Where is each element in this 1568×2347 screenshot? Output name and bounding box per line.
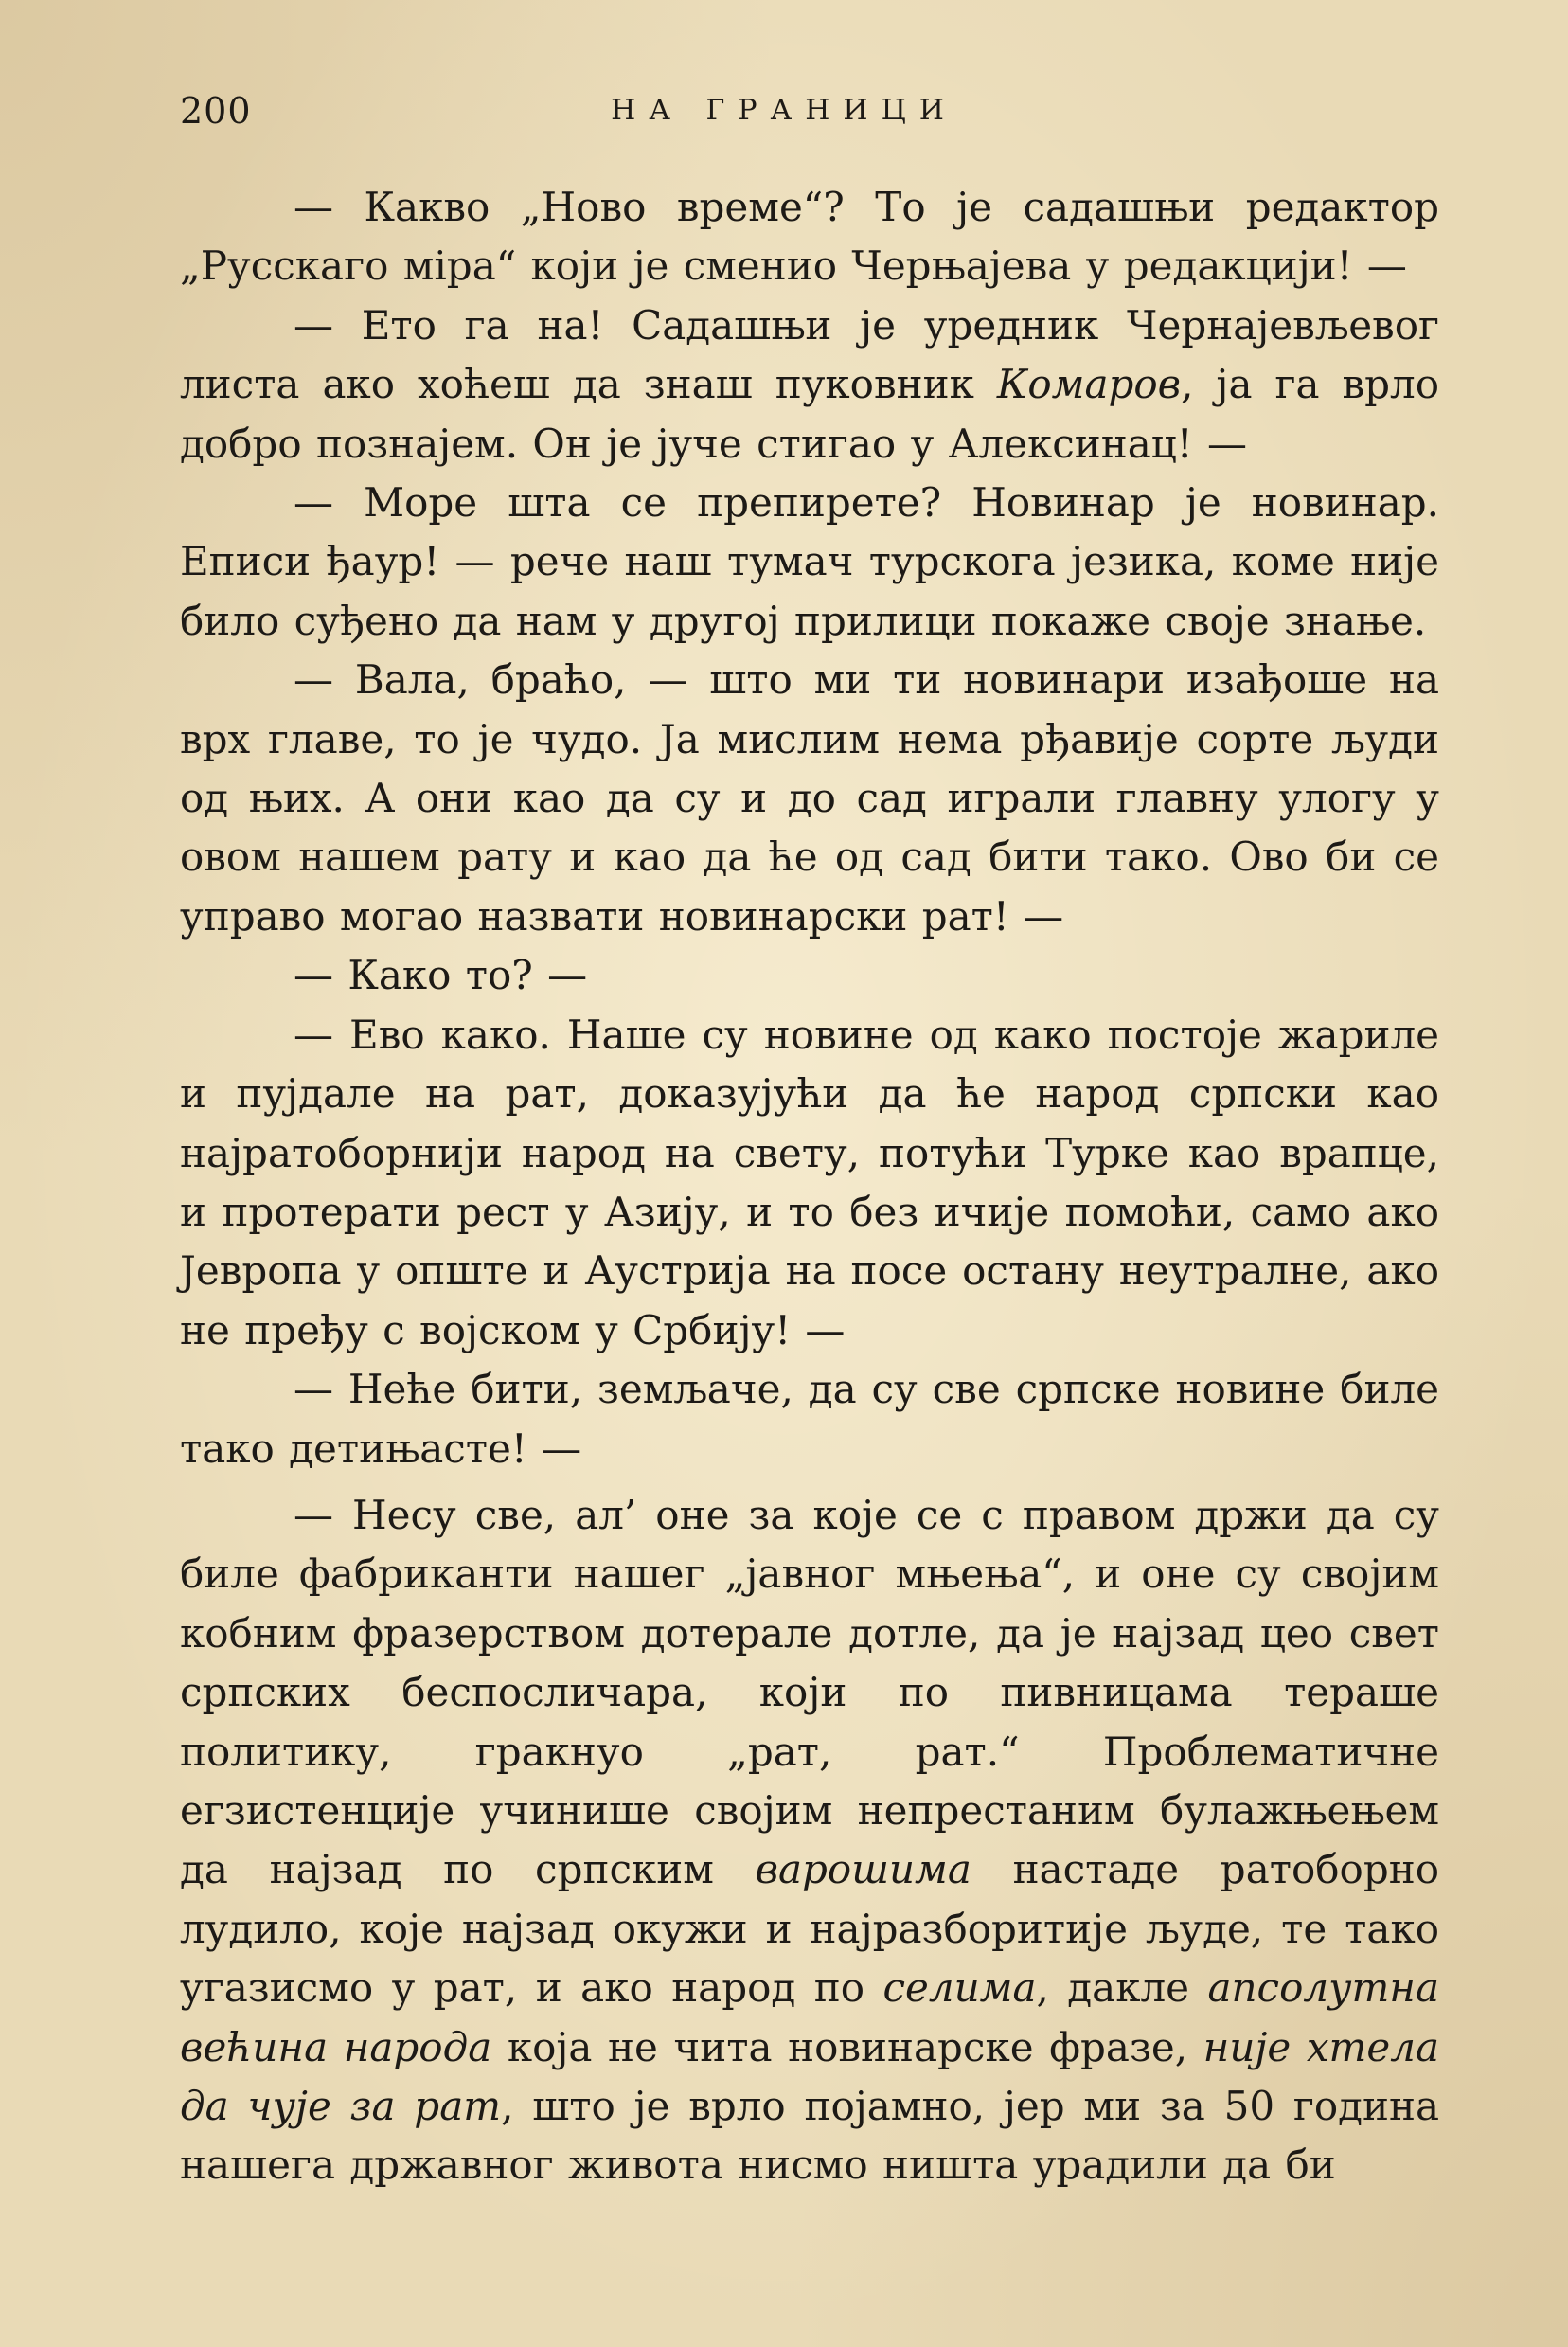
paragraph-8	[180, 1486, 1439, 2195]
paragraph-4: — Вала, браћо, — што ми ти новинари изађоше на врх главе, то је чудо. Ја мислим нема рђавије сорте људи од њих. А они као да су и до сад играли главну улогу у овом нашем рату и као да ће од сад бити тако. Ово би се управо могао назвати новинарски рат! —	[180, 656, 1439, 940]
text-run: , ја га врло добро познајем. Он је јуче стигао у Алексинац! —	[180, 361, 1439, 467]
italic-phrase: није хтела да чује за рат	[180, 2023, 1439, 2129]
text-run: настаде ратоборно лудило, које најзад окужи и најразборитије људе, те тако угазисмо у рат, и ако народ по	[180, 1846, 1439, 2012]
paragraph-6: — Ево како. Наше су новине од како постоје жариле и пујдале на рат, доказујући да ће народ српски као најратоборнији народ на свету, потући Турке као врапце, и протерати рест у Азију, и то без ичије помоћи, само ако Јевропа у опште и Аустрија на посе остану неутралне, ако не пређу с војском у Србију! —	[180, 1011, 1439, 1353]
paragraph-2	[180, 296, 1439, 474]
paragraph-7: — Неће бити, земљаче, да су све српске новине биле тако детињасте! —	[180, 1366, 1439, 1472]
text-run: која не чита новинарске фразе,	[491, 2023, 1203, 2070]
body-text	[180, 178, 1439, 2195]
paragraph-3: — Море шта се препирете? Новинар је новинар. Еписи ђаур! — рече наш тумач турскога језика, коме није било суђено да нам у другој прилици покаже своје знање.	[180, 479, 1439, 644]
italic-phrase: селима	[882, 1964, 1037, 2012]
running-title: НА ГРАНИЦИ	[611, 94, 957, 127]
text-run: — Ето га на! Садашњи је уредник Чернајевљевог листа ако хоћеш да знаш пуковник	[180, 301, 1439, 408]
text-run: — Несу све, ал’ оне за које се с правом држи да су биле фабриканти нашег „јавног мњења“, и оне су својим кобним фразерством дотерале дотле, да је најзад цео свет српских беспосличара, који по пивницама тераше политику, гракнуо „рат, рат.“ Проблематичне егзистенције учинише својим непрестаним булажњењем да најзад по српским	[180, 1491, 1439, 1893]
italic-phrase: варошима	[755, 1846, 971, 1893]
text-run: , дакле	[1036, 1964, 1208, 2012]
italic-phrase: апсолутна већина народа	[180, 1964, 1439, 2070]
page-number: 200	[180, 90, 252, 132]
paragraph-1: — Какво „Ново време“? То је садашњи редактор „Русскаго міра“ који је сменио Черњајева у редакцији! —	[180, 184, 1439, 290]
running-head	[0, 87, 1568, 134]
text-run: , што је врло појамно, јер ми за 50 година нашега државног живота нисмо ништа урадили да би	[180, 2083, 1439, 2189]
paragraph-5: — Како то? —	[294, 952, 588, 999]
italic-name: Комаров	[996, 361, 1182, 408]
